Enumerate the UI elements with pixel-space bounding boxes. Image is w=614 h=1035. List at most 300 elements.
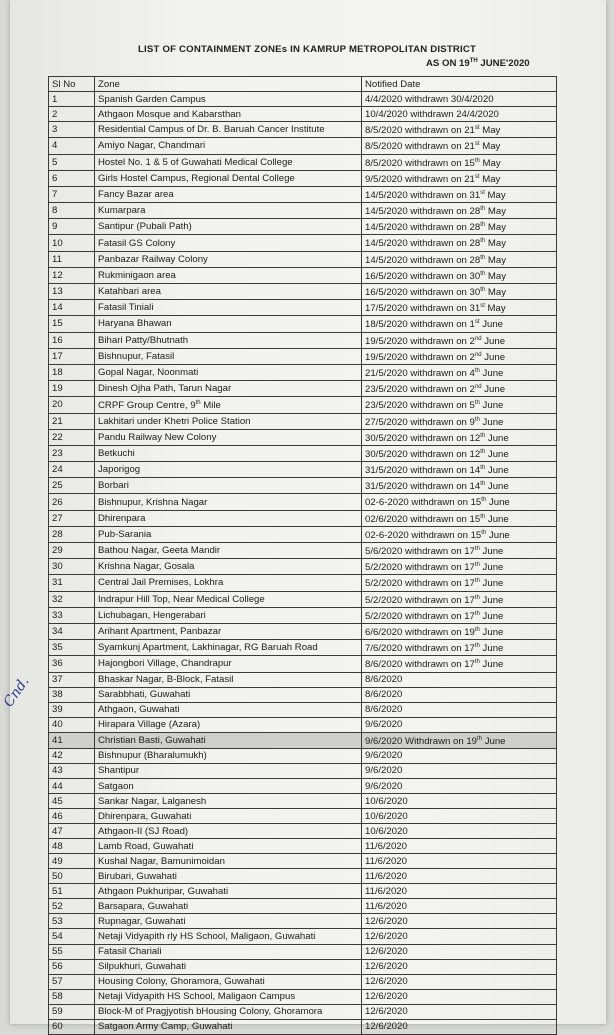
date-text: 17/5/2020 withdrawn on 31: [365, 303, 481, 315]
table-row: [49, 591, 557, 607]
date-ordinal-suffix: th: [480, 222, 486, 229]
sl-no-cell: 35: [49, 640, 95, 656]
table-row: [49, 251, 557, 267]
notified-date-cell: [362, 623, 557, 639]
date-text: 10/4/2020 withdrawn 24/4/2020: [365, 108, 499, 120]
zone-cell: [95, 575, 362, 591]
date-month: May: [484, 303, 506, 315]
zone-cell: [95, 510, 362, 526]
date-text: 8/6/2020 withdrawn on 17: [365, 659, 475, 671]
header-zone: Zone: [95, 77, 362, 92]
zone-cell: [95, 959, 362, 974]
date-ordinal-suffix: th: [474, 400, 480, 407]
notified-date-cell: [362, 929, 557, 944]
table-row: [49, 839, 557, 854]
zone-text: Birubari, Guwahati: [98, 870, 177, 882]
date-text: 02-6-2020 withdrawn on 15: [365, 530, 482, 542]
table-row: [49, 478, 557, 494]
zone-text: Betkuchi: [98, 447, 135, 459]
zone-text: Athgaon-II (SJ Road): [98, 825, 189, 837]
date-text: 31/5/2020 withdrawn on 14: [365, 481, 481, 493]
date-text: 5/2/2020 withdrawn on 17: [365, 610, 475, 622]
date-ordinal-suffix: th: [480, 465, 486, 472]
zone-cell: [95, 839, 362, 854]
date-month: June: [486, 497, 510, 509]
date-month: June: [486, 530, 510, 542]
sl-no-cell: 28: [49, 526, 95, 542]
date-ordinal-suffix: nd: [474, 351, 482, 358]
date-text: 12/6/2020: [365, 976, 408, 988]
notified-date-cell: [362, 989, 557, 1004]
table-row: [49, 794, 557, 809]
date-month: June: [485, 449, 509, 461]
date-text: 21/5/2020 withdrawn on 4: [365, 368, 475, 380]
table-row: [49, 623, 557, 639]
date-text: 30/5/2020 withdrawn on 12: [365, 432, 481, 444]
date-ordinal-suffix: th: [481, 529, 487, 536]
date-ordinal-suffix: st: [474, 141, 480, 148]
sl-no-cell: 18: [49, 364, 95, 380]
sl-no-cell: 36: [49, 656, 95, 672]
notified-date-cell: [362, 732, 557, 748]
date-ordinal-suffix: nd: [474, 335, 482, 342]
zone-text: Hirapara Village (Azara): [98, 719, 201, 731]
zone-cell: [95, 235, 362, 251]
date-month: June: [479, 610, 504, 622]
zone-cell: [95, 794, 362, 809]
zone-text: Santipur (Pubali Path): [98, 221, 192, 233]
table-row: [49, 107, 557, 122]
zone-text: Gopal Nagar, Noonmati: [98, 367, 199, 379]
zone-text: Bathou Nagar, Geeta Mandir: [98, 545, 221, 557]
table-row: [49, 732, 557, 748]
notified-date-cell: [362, 717, 557, 732]
date-ordinal-suffix: th: [480, 513, 486, 520]
zone-cell: [95, 316, 362, 332]
notified-date-cell: [362, 959, 557, 974]
date-ordinal-suffix: th: [480, 238, 486, 245]
table-row: [49, 92, 557, 107]
date-text: 12/6/2020: [365, 961, 408, 973]
sl-no-cell: 5: [49, 154, 95, 170]
date-month: June: [481, 335, 506, 347]
header-notified-date: Notified Date: [362, 77, 557, 92]
zone-text: Netaji Vidyapith HS School, Maligaon Campus: [98, 991, 296, 1003]
zone-cell: [95, 607, 362, 623]
notified-date-cell: [362, 107, 557, 122]
zone-text: Dinesh Ojha Path, Tarun Nagar: [98, 383, 232, 395]
table-row: [49, 122, 557, 138]
date-text: 6/6/2020 withdrawn on 19: [365, 627, 475, 639]
date-month: June: [482, 735, 506, 747]
sl-no-cell: 10: [49, 235, 95, 251]
sl-no-cell: 41: [49, 732, 95, 748]
table-row: [49, 607, 557, 623]
sl-no-cell: 1: [49, 92, 95, 107]
notified-date-cell: [362, 640, 557, 656]
date-month: May: [479, 125, 501, 137]
table-row: [49, 809, 557, 824]
zone-text: Block-M of Pragjyotish bHousing Colony, Ghoramora: [98, 1006, 323, 1018]
date-month: May: [485, 254, 507, 266]
zone-text: Bishnupur (Bharalumukh): [98, 750, 207, 762]
zone-text: Amiyo Nagar, Chandmari: [98, 140, 206, 152]
date-ordinal-suffix: th: [474, 367, 480, 374]
notified-date-cell: [362, 575, 557, 591]
notified-date-cell: [362, 235, 557, 251]
notified-date-cell: [362, 122, 557, 138]
notified-date-cell: [362, 494, 557, 510]
table-row: [49, 914, 557, 929]
zone-text: Satgaon: [98, 780, 134, 792]
date-text: 16/5/2020 withdrawn on 30: [365, 271, 481, 283]
date-ordinal-suffix: th: [480, 287, 486, 294]
date-ordinal-suffix: st: [474, 125, 480, 132]
zone-cell: [95, 656, 362, 672]
date-month: June: [479, 368, 504, 380]
date-text: 5/6/2020 withdrawn on 17: [365, 546, 475, 558]
zone-text: Bihari Patty/Bhutnath: [98, 334, 189, 346]
zone-text: Residential Campus of Dr. B. Baruah Cancer Institute: [98, 124, 325, 136]
date-text: 8/5/2020 withdrawn on 21: [365, 141, 475, 153]
date-text: 18/5/2020 withdrawn on 1: [365, 319, 475, 331]
date-ordinal-suffix: th: [474, 546, 480, 553]
date-text: 9/6/2020: [365, 780, 403, 792]
date-month: May: [485, 206, 507, 218]
zone-cell: [95, 854, 362, 869]
sl-no-cell: 31: [49, 575, 95, 591]
notified-date-cell: [362, 944, 557, 959]
notified-date-cell: [362, 186, 557, 202]
notified-date-cell: [362, 364, 557, 380]
zone-text: Lakhitari under Khetri Police Station: [98, 415, 251, 427]
sl-no-cell: 26: [49, 494, 95, 510]
sl-no-cell: 24: [49, 462, 95, 478]
table-row: [49, 702, 557, 717]
date-month: May: [485, 222, 507, 234]
notified-date-cell: [362, 778, 557, 793]
sl-no-cell: 34: [49, 623, 95, 639]
date-month: June: [485, 513, 509, 525]
zone-cell: [95, 702, 362, 717]
sl-no-cell: 54: [49, 929, 95, 944]
zone-text: Pandu Railway New Colony: [98, 431, 217, 443]
table-row: [49, 494, 557, 510]
date-ordinal-suffix: st: [474, 319, 480, 326]
sl-no-cell: 56: [49, 959, 95, 974]
notified-date-cell: [362, 543, 557, 559]
zone-cell: [95, 824, 362, 839]
table-row: [49, 778, 557, 793]
date-text: 9/6/2020: [365, 765, 403, 777]
notified-date-cell: [362, 348, 557, 364]
table-row: [49, 300, 557, 316]
sl-no-cell: 25: [49, 478, 95, 494]
date-text: 8/5/2020 withdrawn on 21: [365, 125, 475, 137]
date-ordinal-suffix: th: [474, 578, 480, 585]
zone-text: Christian Basti, Guwahati: [98, 734, 206, 746]
date-month: June: [485, 432, 509, 444]
sl-no-cell: 52: [49, 899, 95, 914]
date-text: 11/6/2020: [365, 855, 407, 867]
notified-date-cell: [362, 170, 557, 186]
date-text: 14/5/2020 withdrawn on 28: [365, 222, 481, 234]
sl-no-cell: 14: [49, 300, 95, 316]
table-row: [49, 884, 557, 899]
date-text: 23/5/2020 withdrawn on 5: [365, 400, 475, 412]
zone-text: Fatasil GS Colony: [98, 237, 176, 249]
zone-ordinal-suffix: th: [195, 400, 201, 407]
notified-date-cell: [362, 974, 557, 989]
date-month: June: [481, 351, 506, 363]
table-row: [49, 170, 557, 186]
date-month: June: [479, 546, 504, 558]
zone-cell: [95, 591, 362, 607]
zone-cell: [95, 1004, 362, 1019]
date-month: June: [479, 659, 504, 671]
table-header-row: [49, 77, 557, 92]
zone-cell: [95, 445, 362, 461]
table-row: [49, 462, 557, 478]
zone-cell: [95, 748, 362, 763]
zone-text: CRPF Group Centre, 9: [98, 400, 196, 412]
notified-date-cell: [362, 251, 557, 267]
table-row: [49, 429, 557, 445]
zone-text: Lamb Road, Guwahati: [98, 840, 194, 852]
table-row: [49, 559, 557, 575]
zone-cell: [95, 732, 362, 748]
zone-cell: [95, 763, 362, 778]
table-row: [49, 316, 557, 332]
zone-cell: [95, 778, 362, 793]
notified-date-cell: [362, 656, 557, 672]
zone-cell: [95, 348, 362, 364]
date-text: 30/5/2020 withdrawn on 12: [365, 449, 481, 461]
date-ordinal-suffix: st: [474, 173, 480, 180]
date-text: 7/6/2020 withdrawn on 17: [365, 643, 475, 655]
table-row: [49, 1019, 557, 1034]
notified-date-cell: [362, 899, 557, 914]
notified-date-cell: [362, 839, 557, 854]
date-text: 5/2/2020 withdrawn on 17: [365, 578, 475, 590]
date-ordinal-suffix: th: [480, 254, 486, 261]
notified-date-cell: [362, 1004, 557, 1019]
sl-no-cell: 2: [49, 107, 95, 122]
zone-cell: [95, 974, 362, 989]
date-text: 5/2/2020 withdrawn on 17: [365, 594, 475, 606]
notified-date-cell: [362, 824, 557, 839]
date-ordinal-suffix: th: [474, 594, 480, 601]
table-row: [49, 543, 557, 559]
date-month: June: [479, 319, 504, 331]
notified-date-cell: [362, 591, 557, 607]
date-text: 12/6/2020: [365, 915, 408, 927]
sl-no-cell: 8: [49, 203, 95, 219]
notified-date-cell: [362, 332, 557, 348]
date-month: May: [484, 190, 506, 202]
sl-no-cell: 20: [49, 397, 95, 413]
zone-text: Shantipur: [98, 765, 140, 777]
document-title: LIST OF CONTAINMENT ZONEs IN KAMRUP METROPOLITAN DISTRICT: [138, 44, 477, 55]
zone-cell: [95, 944, 362, 959]
notified-date-cell: [362, 526, 557, 542]
zone-cell: [95, 203, 362, 219]
table-row: [49, 413, 557, 429]
zone-cell: [95, 92, 362, 107]
zone-cell: [95, 623, 362, 639]
notified-date-cell: [362, 445, 557, 461]
table-row: [49, 899, 557, 914]
date-text: 27/5/2020 withdrawn on 9: [365, 416, 475, 428]
notified-date-cell: [362, 702, 557, 717]
table-row: [49, 959, 557, 974]
date-text: 5/2/2020 withdrawn on 17: [365, 562, 475, 574]
table-row: [49, 672, 557, 687]
sl-no-cell: 27: [49, 510, 95, 526]
date-text: 14/5/2020 withdrawn on 28: [365, 206, 481, 218]
date-month: June: [479, 400, 504, 412]
sl-no-cell: 38: [49, 687, 95, 702]
zone-text: Hostel No. 1 & 5 of Guwahati Medical College: [98, 156, 293, 168]
sl-no-cell: 23: [49, 445, 95, 461]
zone-text: Central Jail Premises, Lokhra: [98, 577, 224, 589]
date-text: 12/6/2020: [365, 1021, 408, 1033]
zone-cell: [95, 543, 362, 559]
notified-date-cell: [362, 138, 557, 154]
zone-cell: [95, 332, 362, 348]
zone-text: Haryana Bhawan: [98, 318, 172, 330]
table-row: [49, 445, 557, 461]
notified-date-cell: [362, 413, 557, 429]
notified-date-cell: [362, 854, 557, 869]
sl-no-cell: 43: [49, 763, 95, 778]
zone-text: Barsapara, Guwahati: [98, 900, 189, 912]
table-row: [49, 687, 557, 702]
date-ordinal-suffix: th: [474, 157, 480, 164]
zone-cell: [95, 300, 362, 316]
date-month: June: [479, 594, 504, 606]
sl-no-cell: 19: [49, 381, 95, 397]
table-row: [49, 824, 557, 839]
table-row: [49, 717, 557, 732]
zone-cell: [95, 170, 362, 186]
table-row: [49, 854, 557, 869]
date-text: 8/6/2020: [365, 704, 403, 716]
table-row: [49, 656, 557, 672]
notified-date-cell: [362, 203, 557, 219]
zone-text: Indrapur Hill Top, Near Medical College: [98, 593, 265, 605]
table-row: [49, 348, 557, 364]
zone-cell: [95, 809, 362, 824]
sl-no-cell: 60: [49, 1019, 95, 1034]
table-row: [49, 138, 557, 154]
table-row: [49, 332, 557, 348]
zone-cell: [95, 219, 362, 235]
sl-no-cell: 15: [49, 316, 95, 332]
zone-text: Hajongbori Village, Chandrapur: [98, 658, 232, 670]
zone-text: Housing Colony, Ghoramora, Guwahati: [98, 976, 265, 988]
zone-cell: [95, 717, 362, 732]
date-text: 14/5/2020 withdrawn on 28: [365, 238, 481, 250]
table-row: [49, 235, 557, 251]
as-on-date: AS ON 19TH JUNE'2020: [426, 58, 530, 70]
sl-no-cell: 6: [49, 170, 95, 186]
date-month: May: [479, 157, 501, 169]
sl-no-cell: 21: [49, 413, 95, 429]
date-month: June: [485, 481, 509, 493]
date-ordinal-suffix: th: [480, 432, 486, 439]
sl-no-cell: 44: [49, 778, 95, 793]
zone-cell: [95, 559, 362, 575]
notified-date-cell: [362, 687, 557, 702]
zone-cell: [95, 154, 362, 170]
sl-no-cell: 17: [49, 348, 95, 364]
zone-text: Fatasil Tiniali: [98, 302, 154, 314]
zone-cell: [95, 914, 362, 929]
date-ordinal-suffix: st: [480, 303, 485, 310]
sl-no-cell: 46: [49, 809, 95, 824]
zone-text: Lichubagan, Hengerabari: [98, 609, 206, 621]
date-text: 4/4/2020 withdrawn 30/4/2020: [365, 93, 494, 105]
zone-cell: [95, 494, 362, 510]
table-row: [49, 154, 557, 170]
zone-text: Katahbari area: [98, 286, 161, 298]
date-ordinal-suffix: th: [477, 735, 483, 742]
sl-no-cell: 16: [49, 332, 95, 348]
date-month: June: [479, 578, 504, 590]
sl-no-cell: 48: [49, 839, 95, 854]
notified-date-cell: [362, 219, 557, 235]
sl-no-cell: 51: [49, 884, 95, 899]
date-text: 02-6-2020 withdrawn on 15: [365, 497, 482, 509]
table-row: [49, 284, 557, 300]
notified-date-cell: [362, 300, 557, 316]
sl-no-cell: 47: [49, 824, 95, 839]
table-row: [49, 763, 557, 778]
sl-no-cell: 55: [49, 944, 95, 959]
sl-no-cell: 53: [49, 914, 95, 929]
date-month: May: [485, 238, 507, 250]
table-row: [49, 929, 557, 944]
notified-date-cell: [362, 1019, 557, 1034]
zone-cell: [95, 429, 362, 445]
table-row: [49, 219, 557, 235]
zone-cell: [95, 526, 362, 542]
sl-no-cell: 9: [49, 219, 95, 235]
table-row: [49, 364, 557, 380]
date-ordinal-suffix: st: [480, 189, 485, 196]
sl-no-cell: 22: [49, 429, 95, 445]
zone-cell: [95, 251, 362, 267]
date-text: 12/6/2020: [365, 991, 408, 1003]
zone-cell: [95, 1019, 362, 1034]
date-ordinal-suffix: th: [474, 643, 480, 650]
zone-cell: [95, 869, 362, 884]
zone-text: Japorigog: [98, 464, 141, 476]
sl-no-cell: 4: [49, 138, 95, 154]
sl-no-cell: 29: [49, 543, 95, 559]
zone-cell: [95, 397, 362, 413]
date-ordinal-suffix: th: [480, 448, 486, 455]
zone-text: Kumarpara: [98, 205, 146, 217]
sl-no-cell: 39: [49, 702, 95, 717]
table-row: [49, 575, 557, 591]
zone-cell: [95, 186, 362, 202]
date-ordinal-suffix: th: [474, 416, 480, 423]
date-text: 9/6/2020: [365, 719, 403, 731]
table-row: [49, 748, 557, 763]
zone-text: Athgaon Pukhuripar, Guwahati: [98, 885, 229, 897]
